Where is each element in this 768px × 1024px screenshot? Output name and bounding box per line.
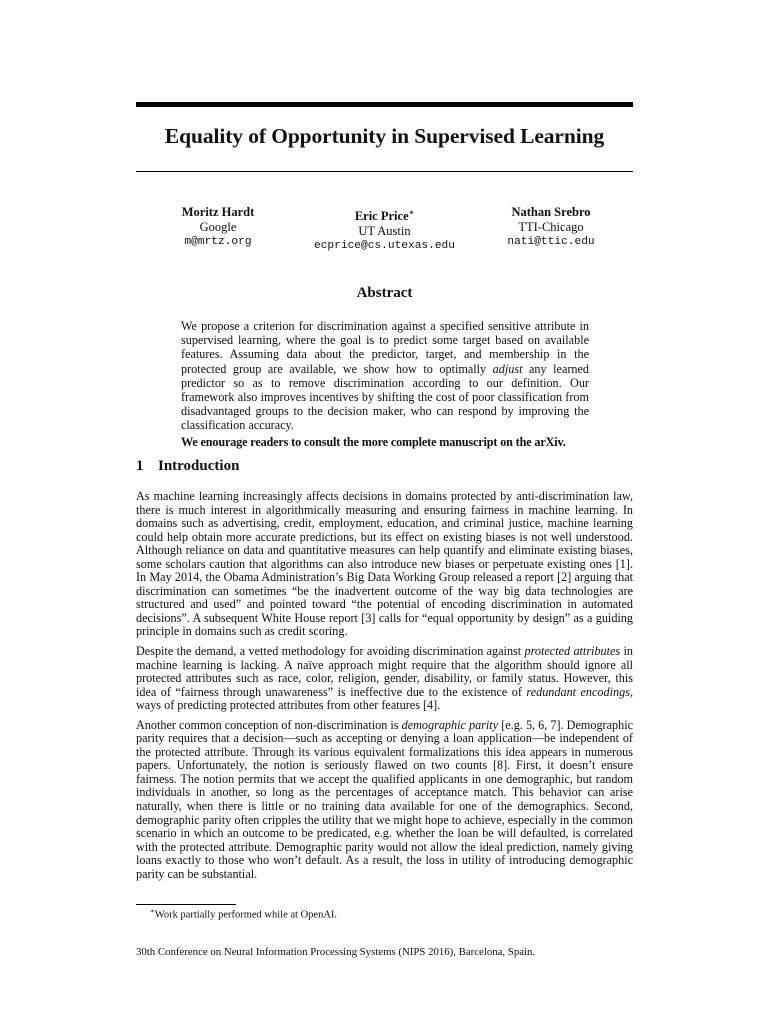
author-email: m@mrtz.org (184, 236, 252, 248)
abstract-note: We enourage readers to consult the more complete manuscript on the arXiv. (181, 434, 566, 449)
section-number: 1 (136, 458, 144, 474)
author-3 (476, 205, 626, 250)
footnote-rule (136, 904, 236, 905)
abstract-heading: Abstract (356, 285, 413, 301)
section-heading (136, 458, 239, 475)
author-email: nati@ttic.edu (507, 236, 595, 248)
author-affiliation: UT Austin (358, 224, 411, 239)
author-2 (286, 205, 483, 254)
paper-title: Equality of Opportunity in Supervised Learning (164, 124, 605, 148)
author-email: ecprice@cs.utexas.edu (314, 240, 455, 253)
author-affiliation: TTI-Chicago (518, 220, 584, 234)
author-name: Eric Price∗ (354, 208, 415, 224)
conference-note: 30th Conference on Neural Information Processing Systems (NIPS 2016), Barcelona, Spain. (136, 946, 536, 958)
emphasis: demographic parity (401, 717, 499, 732)
abstract-body (181, 319, 589, 449)
emphasis: redundant encodings (526, 684, 630, 699)
author-affiliation: Google (199, 220, 237, 234)
emphasis: adjust (492, 361, 523, 376)
footnote-marker: ∗ (408, 208, 415, 217)
author-name: Moritz Hardt (181, 205, 255, 219)
section-body (136, 490, 633, 887)
title-top-rule (136, 102, 633, 107)
author-name: Nathan Srebro (511, 205, 591, 219)
abstract-text: We propose a criterion for discrimination against a specified sensitive attribute in supervised learning, where the goal is to predict some target based on available features. Assuming data about the predictor, target, and membership in the protected group are available, we show how to optimally adjust any learned predictor so as to remove discrimination according to our definition. Our framework also improves incentives by shifting the cost of poor classification from disadvantaged groups to the decision maker, who can respond by improving the classification accuracy. (181, 319, 590, 433)
footnote: ∗Work partially performed while at OpenAI. (150, 907, 338, 921)
author-1 (136, 205, 300, 250)
title-bottom-rule (136, 171, 633, 172)
paragraph-2: Despite the demand, a vetted methodology for avoiding discrimination against protected attributes in machine learning is lacking. A naïve approach might require that the algorithm should ignore all protected attributes such as race, color, religion, gender, disability, or family status. However, this idea of “fairness through unawareness” is ineffective due to the existence of redundant encodings, ways of predicting protected attributes from other features [4]. (136, 644, 634, 713)
section-title: Introduction (158, 458, 240, 474)
footnote-marker: ∗ (150, 907, 155, 915)
paragraph-3: Another common conception of non-discrimination is demographic parity [e.g. 5, 6, 7]. Demographic parity requires that a decision—such as accepting or denying a loan application—be independent of the protected attribute. Through its various equivalent formalizations this idea appears in numerous papers. Unfortunately, the notion is seriously flawed on two counts [8]. First, it doesn’t ensure fairness. The notion permits that we accept the qualified applicants in one demographic, but random individuals in another, so long as the percentages of acceptance match. This behavior can arise naturally, when there is little or no training data available for one of the demographics. Second, demographic parity often cripples the utility that we might hope to achieve, especially in the common scenario in which an outcome to be predicated, e.g. whether the loan be will defaulted, is correlated with the protected attribute. Demographic parity would not allow the ideal prediction, namely giving loans exactly to those who won’t default. As a result, the loss in utility of introducing demographic parity can be substantial. (136, 717, 634, 881)
paragraph-1: As machine learning increasingly affects decisions in domains protected by anti-discrimination law, there is much interest in algorithmically measuring and ensuring fairness in machine learning. In domains such as advertising, credit, employment, education, and criminal justice, machine learning could help obtain more accurate predictions, but its effect on existing biases is not well understood. Although reliance on data and quantitative measures can help quantify and eliminate existing biases, some scholars caution that algorithms can also introduce new biases or perpetuate existing ones [1]. In May 2014, the Obama Administration’s Big Data Working Group released a report [2] arguing that discrimination can sometimes “be the inadvertent outcome of the way big data technologies are structured and used” and pointed toward “the potential of encoding discrimination in automated decisions”. A subsequent White House report [3] calls for “equal opportunity by design” as a guiding principle in domains such as credit scoring. (136, 489, 633, 639)
emphasis: protected attributes (524, 644, 621, 659)
